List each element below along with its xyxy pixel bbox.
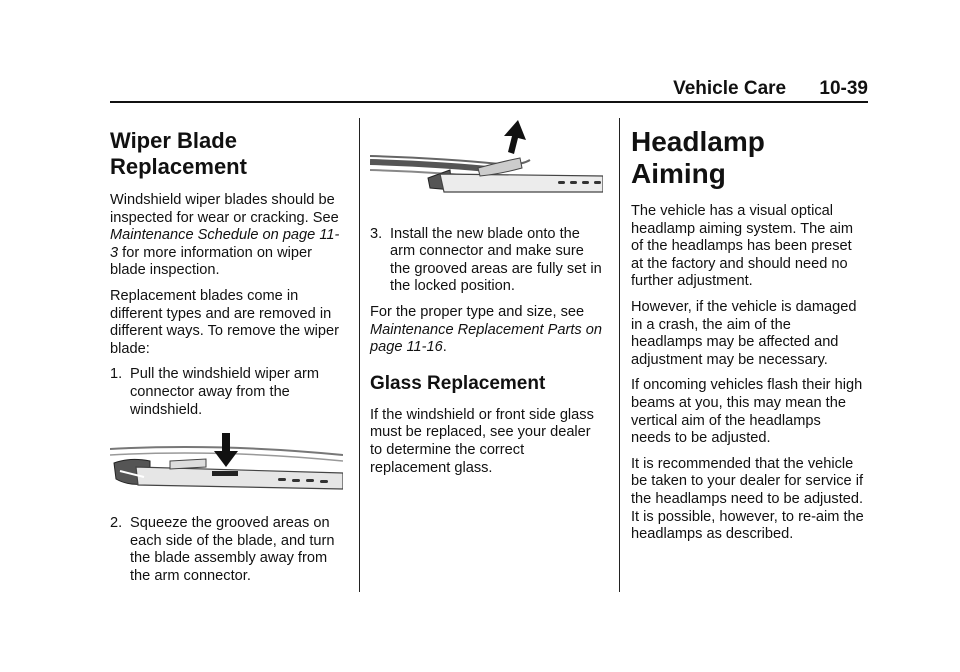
paragraph: The vehicle has a visual optical headlamp aiming system. The aim of the headlamps has been preset at the factory and should need no further adjustment. — [631, 203, 853, 290]
paragraph: However, if the vehicle is damaged in a crash, the aim of the headlamps may be affected and adjustment may be necessary. — [631, 298, 857, 368]
page-number: 10-39 — [819, 78, 868, 99]
column-middle — [370, 118, 603, 485]
section-heading: Wiper Blade Replacement — [110, 128, 247, 179]
paragraph: For the proper type and size, see Maintenance Replacement Parts on page 11-16. — [370, 303, 603, 356]
cross-reference-link[interactable]: Maintenance Schedule on page 11-3 — [110, 227, 340, 261]
wiper-arm-push-down-illustration — [110, 433, 343, 501]
page-header — [110, 78, 868, 100]
column-divider — [359, 118, 360, 592]
column-right — [631, 118, 864, 552]
section-title: Vehicle Care — [673, 78, 787, 99]
section-heading: Glass Replacement — [370, 372, 546, 394]
paragraph: Windshield wiper blades should be inspected for wear or cracking. See Maintenance Schedule on page 11-3 for more information on wiper blade inspection. — [110, 192, 340, 279]
column-divider — [619, 118, 620, 592]
paragraph: Replacement blades come in different types and are removed in different ways. To remove the wiper blade: — [110, 287, 340, 357]
header-rule — [110, 101, 868, 103]
wiper-blade-lift-up-illustration — [370, 118, 603, 210]
cross-reference-link[interactable]: Maintenance Replacement Parts on page 11-16 — [370, 321, 603, 356]
step-item: 2. Squeeze the grooved areas on each side of the blade, and turn the blade assembly away from the arm connector. — [110, 515, 335, 584]
step-item: 1. Pull the windshield wiper arm connector away from the windshield. — [110, 366, 319, 418]
paragraph: If the windshield or front side glass must be replaced, see your dealer to determine the correct replacement glass. — [370, 406, 594, 476]
step-item: 3. Install the new blade onto the arm connector and make sure the grooved areas are fully set in the locked position. — [370, 225, 602, 295]
paragraph: If oncoming vehicles flash their high beams at you, this may mean the vertical aim of the headlamps needs to be adjusted. — [631, 377, 863, 447]
section-heading: Headlamp Aiming — [631, 126, 765, 189]
column-left — [110, 118, 343, 594]
paragraph: It is recommended that the vehicle be taken to your dealer for service if the headlamps need to be adjusted. It is possible, however, to re-aim the headlamps as described. — [631, 455, 864, 543]
